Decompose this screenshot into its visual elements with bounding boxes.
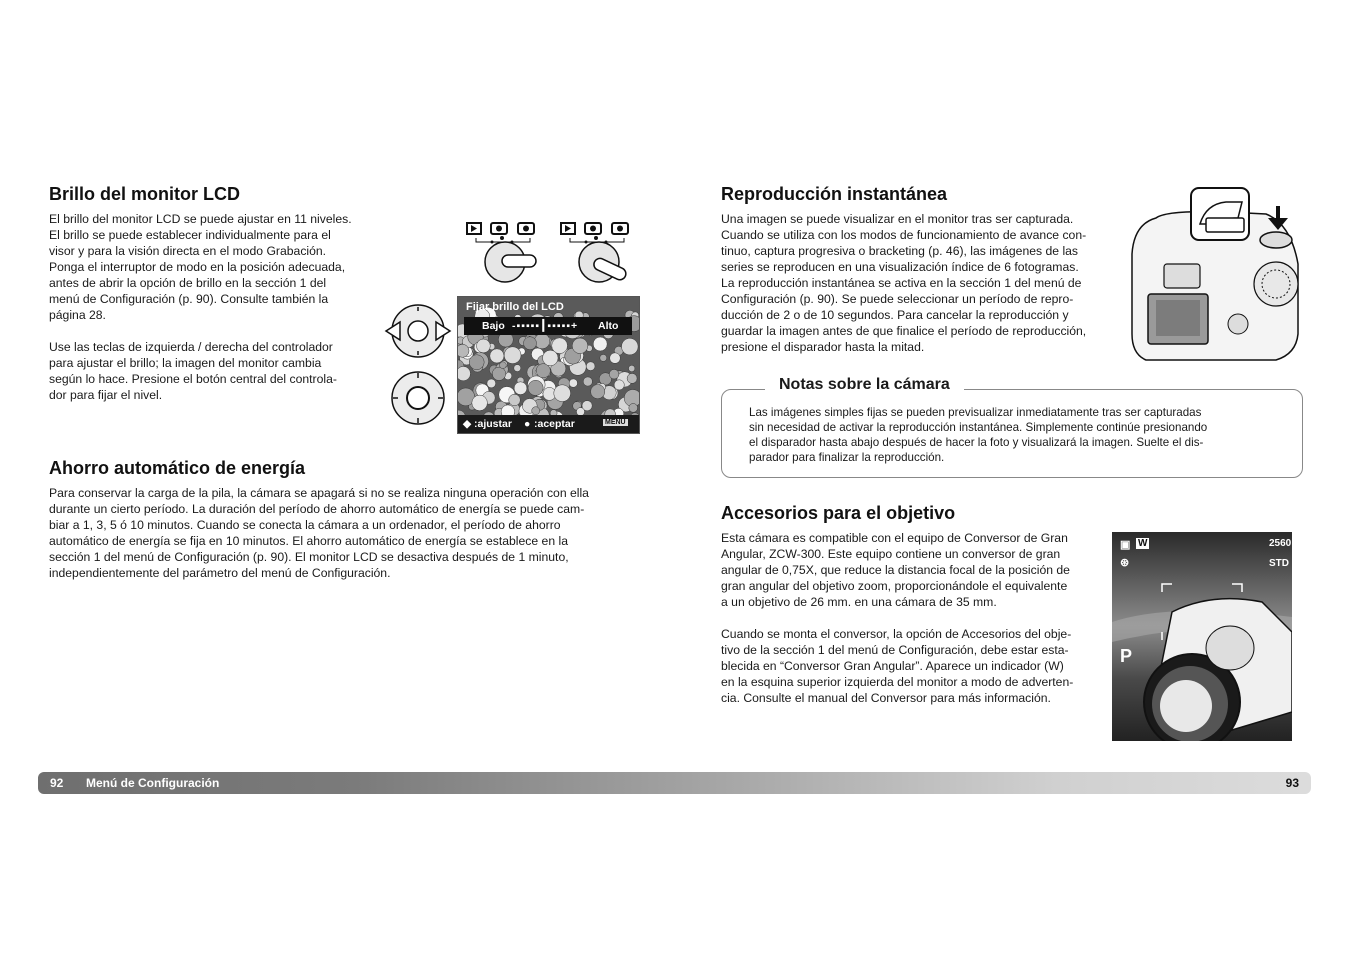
text-line: angular de 0,75X, que reduce la distancia focal de la posición de — [721, 563, 1070, 577]
text-line: menú de Configuración (p. 90). Consulte también la — [49, 292, 329, 306]
text-line: Angular, ZCW-300. Este equipo contiene un conversor de gran — [721, 547, 1061, 561]
brightness-high-label: Alto — [598, 320, 619, 332]
text-line: página 28. — [49, 308, 106, 322]
lcd-footer — [458, 415, 639, 433]
text-line: automático de energía se fija en 10 minutos. El ahorro automático de energía se establece en la — [49, 534, 568, 548]
camera-mode-icon: ▣ — [1120, 539, 1131, 551]
text-line: presione el disparador hasta la mitad. — [721, 340, 925, 354]
lcd-title: Fijar brillo del LCD — [466, 301, 564, 313]
text-line: el disparador hasta abajo después de hacer la foto y visualizará la imagen. Suelte el dis- — [749, 436, 1204, 449]
controller-left-right-icon — [384, 302, 452, 360]
flash-icon: ⊛ — [1120, 557, 1130, 569]
notes-title: Notas sobre la cámara — [765, 376, 964, 394]
text-line: parador para finalizar la reproducción. — [749, 451, 945, 464]
menu-label: MENU — [605, 419, 626, 426]
reproduccion-paragraph — [721, 211, 1086, 355]
text-line: tinuo, captura progresiva o bracketing (p. 46), las imágenes de las — [721, 244, 1079, 258]
text-line: Para conservar la carga de la pila, la cámara se apagará si no se realiza ninguna operación con ella — [49, 486, 589, 500]
lcd-brightness-screen — [457, 296, 640, 434]
accept-icon: ● — [524, 418, 531, 430]
text-line: Cuando se monta el conversor, la opción de Accesorios del obje- — [721, 627, 1072, 641]
text-line: tivo de la sección 1 del menú de Configuración, debe estar esta- — [721, 643, 1069, 657]
text-line: La reproducción instantánea se activa en la sección 1 del menú de — [721, 276, 1082, 290]
camera-shutter-illustration — [1126, 184, 1306, 366]
page-footer — [38, 772, 1311, 794]
text-line: Cuando se utiliza con los modos de funcionamiento de avance con- — [721, 228, 1087, 242]
text-line: según lo hace. Presione el botón central del controla- — [49, 372, 337, 386]
text-line: El brillo se puede establecer individualmente para el — [49, 228, 331, 242]
sky-and-converter-camera — [1112, 532, 1292, 741]
text-line: Las imágenes simples fijas se pueden previsualizar inmediatamente tras ser capturadas — [749, 406, 1202, 419]
right-page-number: 93 — [1285, 776, 1299, 790]
wide-converter-indicator: W — [1138, 538, 1148, 549]
section-title-accesorios: Accesorios para el objetivo — [721, 503, 956, 523]
accept-label: :aceptar — [534, 418, 575, 430]
text-line: independientemente del parámetro del menú de Configuración. — [49, 566, 391, 580]
text-line: durante un cierto período. La duración del período de ahorro automático de energía se puede cam- — [49, 502, 585, 516]
text-line: Use las teclas de izquierda / derecha del controlador — [49, 340, 333, 354]
section-name: Menú de Configuración — [86, 776, 220, 790]
accesorios-paragraph-1 — [721, 530, 1070, 610]
text-line: para ajustar el brillo; la imagen del monitor cambia — [49, 356, 322, 370]
brillo-paragraph-2 — [49, 339, 337, 403]
adjust-icon: ◆ — [463, 418, 472, 430]
section-title-ahorro: Ahorro automático de energía — [49, 458, 306, 478]
exposure-mode: P — [1120, 646, 1133, 666]
brightness-low-label: Bajo — [482, 320, 505, 332]
text-line: en la esquina superior izquierda del monitor a modo de adverten- — [721, 675, 1074, 689]
brightness-slider — [464, 317, 632, 335]
text-line: blecida en “Conversor Gran Angular”. Aparece un indicador (W) — [721, 659, 1064, 673]
text-line: Ponga el interruptor de modo en la posición adecuada, — [49, 260, 346, 274]
brillo-paragraph-1 — [49, 211, 352, 323]
text-line: sección 1 del menú de Configuración (p. 90). El monitor LCD se desactiva después de 1 minuto, — [49, 550, 569, 564]
text-line: visor y para la visión directa en el modo Grabación. — [49, 244, 327, 258]
text-line: Una imagen se puede visualizar en el monitor tras ser capturada. — [721, 212, 1074, 226]
text-line: El brillo del monitor LCD se puede ajustar en 11 niveles. — [49, 212, 352, 226]
text-line: biar a 1, 3, 5 ó 10 minutos. Cuando se conecta la cámara a un ordenador, el período de ahorro — [49, 518, 561, 532]
text-line: guardar la imagen antes de que finalice el período de reproducción, — [721, 324, 1087, 338]
image-quality: STD — [1269, 558, 1289, 569]
brightness-scale: -▪▪▪▪▪┃▪▪▪▪▪+ — [512, 320, 579, 332]
section-title-brillo: Brillo del monitor LCD — [49, 184, 240, 204]
mode-switch-right — [561, 223, 628, 282]
text-line: gran angular del objetivo zoom, proporcionándole el equivalente — [721, 579, 1068, 593]
text-line: series se reproducen en una visualización índice de 6 fotogramas. — [721, 260, 1079, 274]
adjust-label: :ajustar — [474, 418, 512, 430]
text-line: a un objetivo de 26 mm. en una cámara de 35 mm. — [721, 595, 997, 609]
text-line: ducción de 2 o de 10 segundos. Para cancelar la reproducción y — [721, 308, 1069, 322]
mode-switch-illustration — [462, 218, 642, 288]
text-line: dor para fijar el nivel. — [49, 388, 163, 402]
image-size: 2560 — [1269, 538, 1292, 549]
converter-monitor-photo — [1112, 532, 1292, 741]
controller-center-press-icon — [390, 370, 446, 426]
left-page-number: 92 — [50, 776, 64, 790]
text-line: sin necesidad de activar la reproducción instantánea. Simplemente continúe presionando — [749, 421, 1208, 434]
section-title-reproduccion: Reproducción instantánea — [721, 184, 948, 204]
mode-switch-left — [467, 223, 536, 282]
accesorios-paragraph-2 — [721, 626, 1073, 706]
text-line: Esta cámara es compatible con el equipo de Conversor de Gran — [721, 531, 1068, 545]
text-line: antes de abrir la opción de brillo en la sección 1 del — [49, 276, 327, 290]
notes-paragraph — [749, 405, 1207, 465]
ahorro-paragraph — [49, 485, 589, 581]
text-line: Configuración (p. 90). Se puede seleccionar un período de repro- — [721, 292, 1074, 306]
text-line: cia. Consulte el manual del Conversor para más información. — [721, 691, 1051, 705]
